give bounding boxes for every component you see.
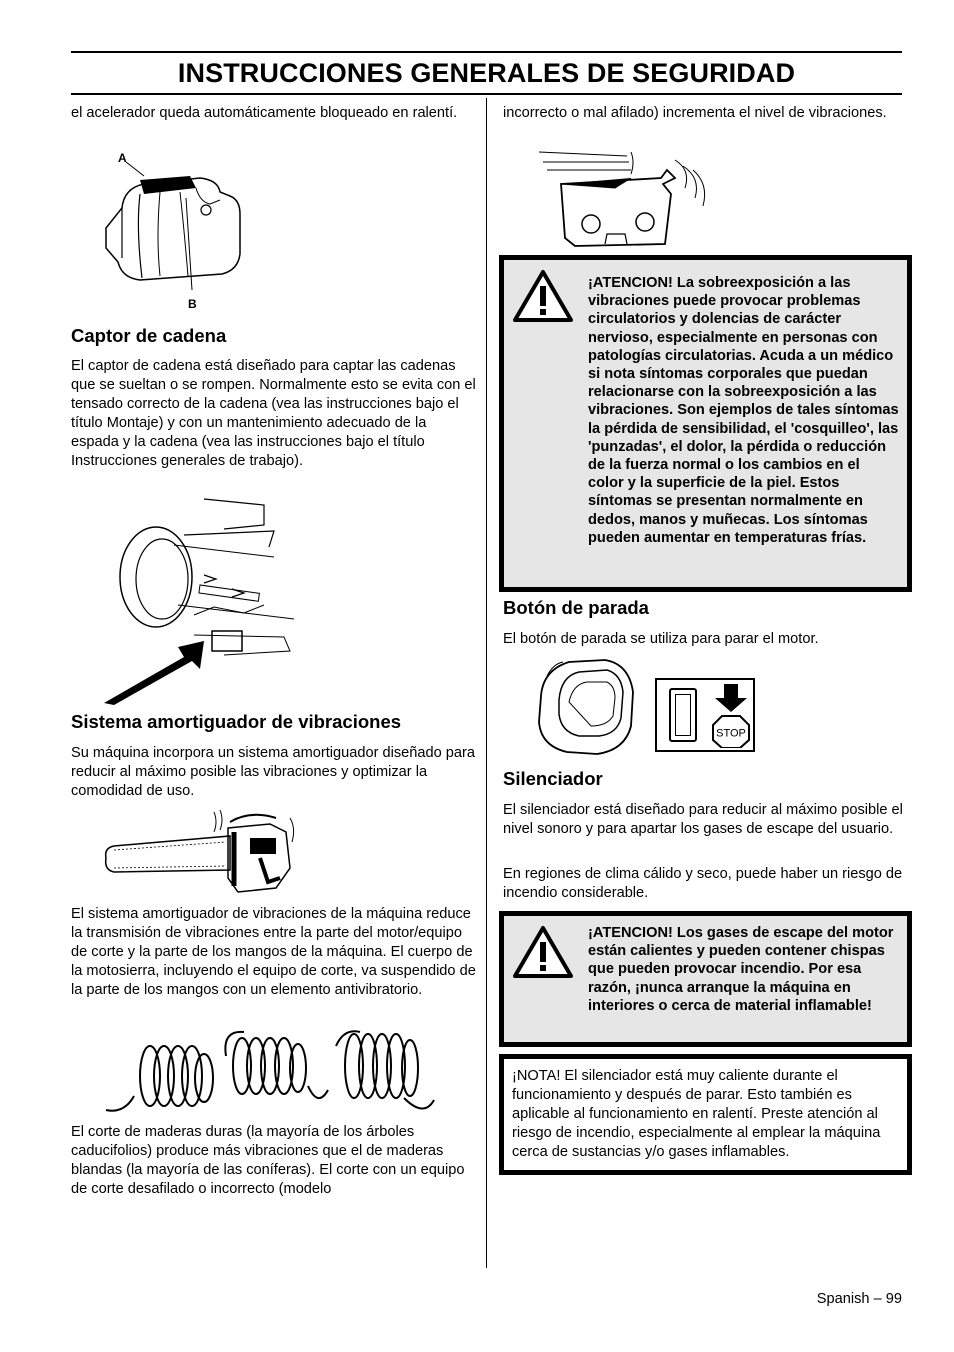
vibration-damping-text-2: El sistema amortiguador de vibraciones de la máquina reduce la transmisión de vibraciones entre la parte del motor/equipo de corte y la parte de los mangos de la máquina. El cuerpo de la motosierra, incluyendo el equipo de corte, va suspendido de la parte de los mangos con un elemento antivibratorio.: [71, 906, 476, 998]
chain-catcher-text: El captor de cadena está diseñado para captar las cadenas que se sueltan o se rompen. Normalmente esto se evita con el tensado correcto de la cadena (vea las instrucciones bajo el título Montaje) y con un mantenimiento adecuado de la espada y la cadena (vea las instrucciones bajo el título Instrucciones generales de trabajo).: [71, 358, 476, 469]
muffler-note-box: [499, 1054, 912, 1175]
section-heading-stop-button: Botón de parada: [503, 597, 649, 618]
stop-button-text: El botón de parada se utiliza para parar el motor.: [503, 631, 819, 647]
throttle-lock-illustration: [100, 148, 245, 313]
column-divider: [486, 98, 487, 1268]
chain-catcher-illustration: [104, 495, 299, 705]
header-bottom-rule: [71, 93, 902, 95]
header-top-rule: [71, 51, 902, 53]
fig-label-a: A: [118, 151, 127, 165]
muffler-text-2: En regiones de clima cálido y seco, puede haber un riesgo de incendio considerable.: [503, 866, 903, 901]
vibration-warning-box: [499, 255, 912, 592]
warning-triangle-icon: [511, 268, 575, 324]
section-heading-chain-catcher: Captor de cadena: [71, 325, 227, 346]
muffler-text-1: El silenciador está diseñado para reducir al máximo posible el nivel sonoro y para apartar los gases de escape del usuario.: [503, 802, 903, 837]
section-heading-vibration-damping: Sistema amortiguador de vibraciones: [71, 711, 402, 732]
exhaust-warning-box: [499, 911, 912, 1047]
muffler-note-text: ¡NOTA! El silenciador está muy caliente durante el funcionamiento y después de parar. Esto también es aplicable al funcionamiento en ralentí. Preste atención al riesgo de incendio, especialmente al emplear la máquina cerca de sustancias y/o gases inflamables.: [512, 1068, 881, 1160]
page-number: Spanish – 99: [816, 1291, 902, 1307]
chainsaw-illustration: [100, 808, 300, 900]
vibration-damping-text-3: El corte de maderas duras (la mayoría de los árboles caducifolios) produce más vibraciones que el de maderas blandas (la mayoría de las coníferas). El corte con un equipo de corte desafilado o incorrecto (modelo: [71, 1124, 465, 1197]
vibration-damping-text-1: Su máquina incorpora un sistema amortiguador diseñado para reducir al máximo posible las vibraciones y optimizar la comodidad de uso.: [71, 745, 476, 799]
right-intro-text: incorrecto o mal afilado) incrementa el nivel de vibraciones.: [503, 105, 887, 121]
stop-arrow-icon: [709, 682, 753, 748]
stop-symbol-panel: [655, 678, 755, 752]
saw-chain-cutter-illustration: [535, 148, 715, 250]
anti-vibration-springs-illustration: [104, 1026, 436, 1118]
stop-label: STOP: [716, 727, 746, 740]
switch-outline: [669, 688, 697, 742]
exhaust-warning-text: ¡ATENCION! Los gases de escape del motor están calientes y pueden contener chispas que pueden provocar incendio. Por esa razón, ¡nunca arranque la máquina en interiores o cerca de material inflamable!: [588, 925, 894, 1014]
stop-switch-illustration: [533, 656, 643, 758]
page-title: INSTRUCCIONES GENERALES DE SEGURIDAD: [177, 58, 796, 88]
left-intro-text: el acelerador queda automáticamente bloqueado en ralentí.: [71, 105, 458, 121]
fig-label-b: B: [188, 297, 197, 311]
warning-triangle-icon: [511, 924, 575, 980]
section-heading-muffler: Silenciador: [503, 768, 603, 789]
vibration-warning-text: ¡ATENCION! La sobreexposición a las vibraciones puede provocar problemas circulatorios y dolencias de carácter nervioso, especialmente en personas con patologías circulatorias. Acuda a un médico si nota síntomas corporales que puedan relacionarse con la sobreexposición a las vibraciones. Son ejemplos de tales síntomas la pérdida de sensibilidad, el 'cosquilleo', las 'punzadas', el dolor, la pérdida o reducción de la fuerza normal o los cambios en el color y la superficie de la piel. Estos síntomas se presentan normalmente en dedos, manos y muñecas. Los síntomas pueden aumentar en temperaturas frías.: [588, 275, 899, 546]
